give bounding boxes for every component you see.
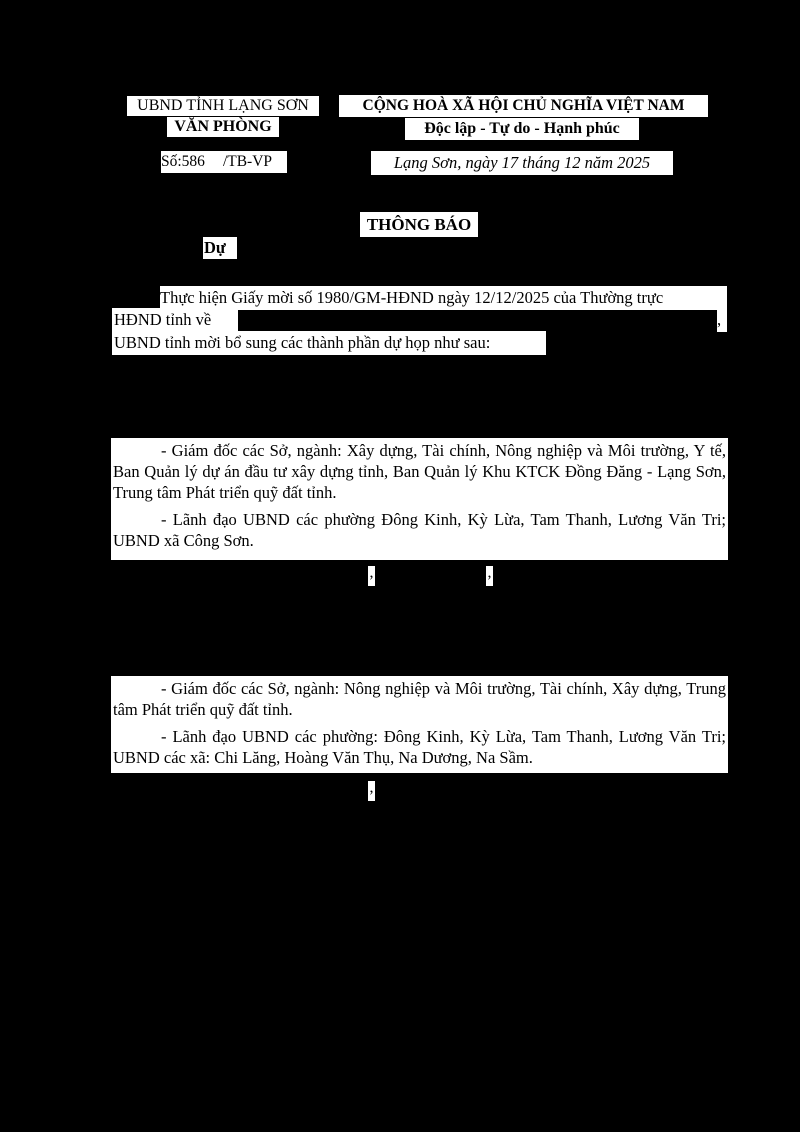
intro-line-3: UBND tỉnh mời bổ sung các thành phần dự họp như sau:: [112, 331, 546, 355]
redaction-remnant: ,: [368, 781, 375, 801]
redaction-remnant: ,: [368, 566, 375, 586]
place-and-date: Lạng Sơn, ngày 17 tháng 12 năm 2025: [371, 151, 673, 175]
attendee-block-1: [111, 438, 728, 560]
attendee-item: - Giám đốc các Sở, ngành: Nông nghiệp và Môi trường, Tài chính, Xây dựng, Trung tâm Phát triển quỹ đất tỉnh.: [113, 679, 726, 719]
document-number-suffix: /TB-VP: [222, 153, 273, 170]
national-motto: Độc lập - Tự do - Hạnh phúc: [405, 118, 639, 140]
document-subtitle-fragment: Dự: [203, 237, 237, 259]
document-number-prefix: Số:586: [161, 153, 205, 170]
document-number: [161, 151, 287, 173]
attendee-item: - Giám đốc các Sở, ngành: Xây dựng, Tài chính, Nông nghiệp và Môi trường, Y tế, Ban Quản lý dự án đầu tư xây dựng tỉnh, Ban Quản lý Khu KTCK Đồng Đăng - Lạng Sơn, Trung tâm Phát triển quỹ đất tỉnh.: [113, 441, 726, 502]
redaction-remnant: ,: [486, 566, 493, 586]
attendee-item: - Lãnh đạo UBND các phường Đông Kinh, Kỳ Lừa, Tam Thanh, Lương Văn Tri; UBND xã Công Sơn.: [113, 510, 726, 550]
intro-line-2-end: ,: [717, 308, 727, 332]
agency-name: UBND TỈNH LẠNG SƠN: [127, 96, 319, 116]
intro-line-1: Thực hiện Giấy mời số 1980/GM-HĐND ngày 12/12/2025 của Thường trực: [160, 286, 727, 310]
document-title: THÔNG BÁO: [360, 212, 478, 237]
agency-office: VĂN PHÒNG: [167, 117, 279, 137]
attendee-item: - Lãnh đạo UBND các phường: Đông Kinh, Kỳ Lừa, Tam Thanh, Lương Văn Tri; UBND các xã: Chi Lăng, Hoàng Văn Thụ, Na Dương, Na Sầm.: [113, 727, 726, 767]
intro-line-2-start: HĐND tỉnh về: [112, 308, 238, 332]
attendee-block-2: [111, 676, 728, 773]
national-title: CỘNG HOÀ XÃ HỘI CHỦ NGHĨA VIỆT NAM: [339, 95, 708, 117]
